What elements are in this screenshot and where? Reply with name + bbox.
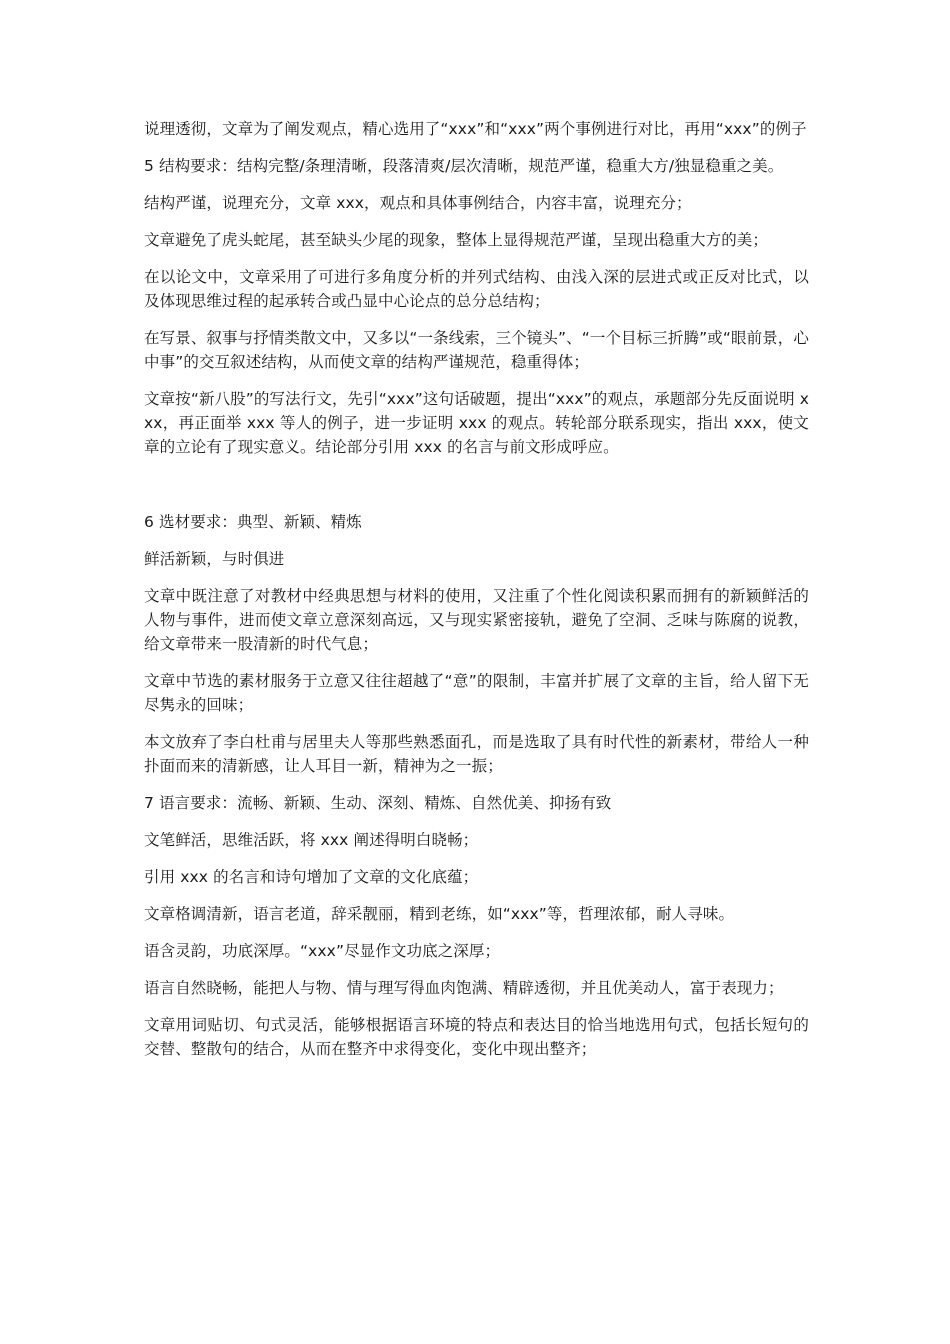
- paragraph-material-new-faces: 本文放弃了李白杜甫与居里夫人等那些熟悉面孔，而是选取了具有时代性的新素材，带给人一种扑面而来的清新感，让人耳目一新，精神为之一振；: [144, 733, 809, 775]
- paragraph-structure-complete: 文章避免了虎头蛇尾，甚至缺头少尾的现象，整体上显得规范严谨，呈现出稳重大方的美；: [144, 231, 769, 249]
- paragraph-reasoning-contrast: 说理透彻，文章为了阐发观点，精心选用了“xxx”和“xxx”两个事例进行对比，再用“xxx”的例子: [144, 120, 807, 138]
- paragraph-material-classic-and-new: 文章中既注意了对教材中经典思想与材料的使用，又注重了个性化阅读积累而拥有的新颖鲜活的人物与事件，进而使文章立意深刻高远，又与现实紧密接轨，避免了空洞、乏味与陈腐的说教，给文章带来一股清新的时代气息；: [144, 587, 809, 653]
- section-heading-structure: 5 结构要求：结构完整/条理清晰，段落清爽/层次清晰，规范严谨，稳重大方/独显稳重之美。: [144, 157, 784, 175]
- section-spacer: [144, 472, 809, 510]
- paragraph-eight-legged-style: 文章按“新八股”的写法行文，先引“xxx”这句话破题，提出“xxx”的观点，承题部分先反面说明 xxx，再正面举 xxx 等人的例子，进一步证明 xxx 的观点。转轮部分联系现实，指出 xxx，使文章的立论有了现实意义。结论部分引用 xxx 的名言与前文形成呼应。: [144, 390, 809, 456]
- paragraph-language-natural: 语言自然晓畅，能把人与物、情与理写得血肉饱满、精辟透彻，并且优美动人，富于表现力；: [144, 979, 784, 997]
- paragraph-material-beyond-meaning: 文章中节选的素材服务于立意又往往超越了“意”的限制，丰富并扩展了文章的主旨，给人留下无尽隽永的回味；: [144, 672, 809, 714]
- paragraph-structure-rigorous: 结构严谨，说理充分，文章 xxx，观点和具体事例结合，内容丰富，说理充分；: [144, 194, 692, 212]
- paragraph-language-style: 文章格调清新，语言老道，辞采靓丽，精到老练，如“xxx”等，哲理浓郁，耐人寻味。: [144, 905, 735, 923]
- paragraph-language-sentence-forms: 文章用词贴切、句式灵活，能够根据语言环境的特点和表达目的恰当地选用句式，包括长短句的交替、整散句的结合，从而在整齐中求得变化，变化中现出整齐；: [144, 1016, 809, 1058]
- paragraph-prose-structure: 在写景、叙事与抒情类散文中，又多以“一条线索，三个镜头”、“一个目标三折腾”或“眼前景，心中事”的交互叙述结构，从而使文章的结构严谨规范，稳重得体；: [144, 329, 809, 371]
- paragraph-language-quotes: 引用 xxx 的名言和诗句增加了文章的文化底蕴；: [144, 868, 479, 886]
- paragraph-language-lively: 文笔鲜活，思维活跃，将 xxx 阐述得明白晓畅；: [144, 831, 479, 849]
- section-heading-material: 6 选材要求：典型、新颖、精炼: [144, 513, 362, 531]
- paragraph-argument-structure: 在以论文中，文章采用了可进行多角度分析的并列式结构、由浅入深的层进式或正反对比式，以及体现思维过程的起承转合或凸显中心论点的总分总结构；: [144, 268, 809, 310]
- section-heading-language: 7 语言要求：流畅、新颖、生动、深刻、精炼、自然优美、抑扬有致: [144, 794, 612, 812]
- paragraph-language-depth: 语含灵韵，功底深厚。“xxx”尽显作文功底之深厚；: [144, 942, 501, 960]
- document-body: [144, 117, 809, 1074]
- paragraph-material-fresh: 鲜活新颖，与时俱进: [144, 550, 285, 568]
